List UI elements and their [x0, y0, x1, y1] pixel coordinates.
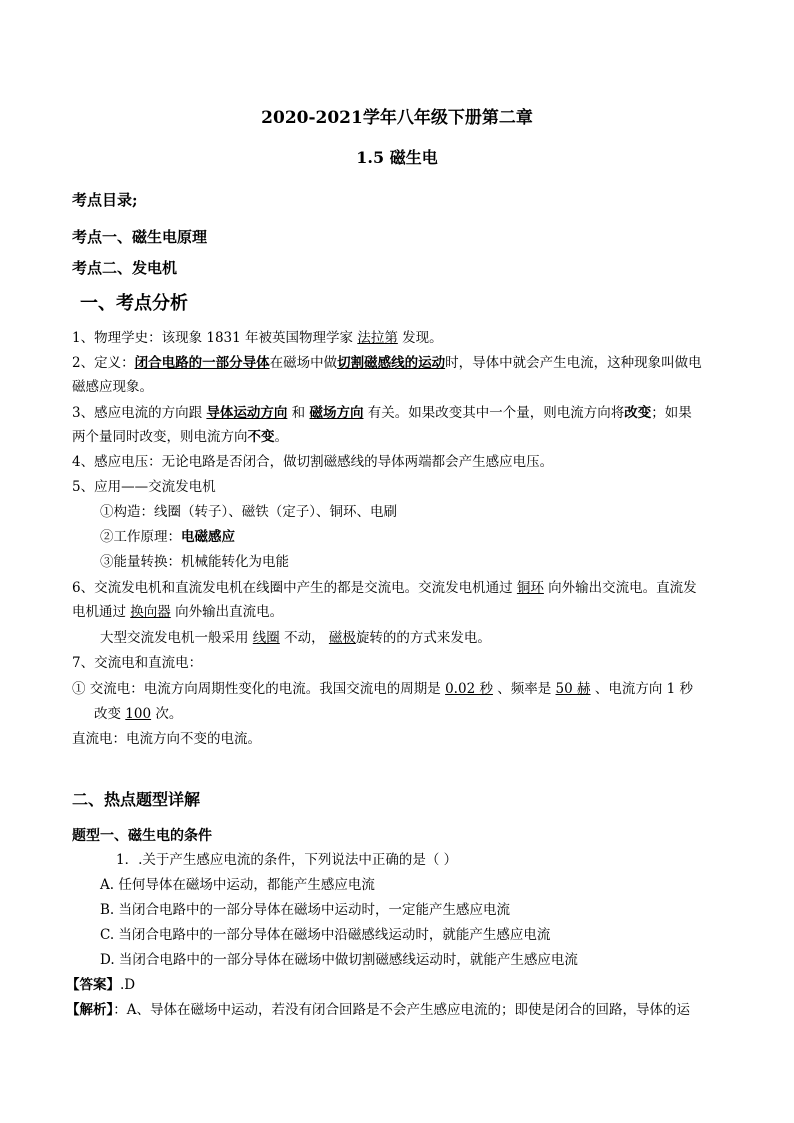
point-5: 5、应用——交流发电机	[72, 479, 216, 495]
point-7-ac-text-2: 、频率是	[492, 681, 556, 697]
point-3-blank-1: 导体运动方向	[206, 405, 288, 421]
point-7-dc: 直流电：电流方向不变的电流。	[72, 731, 261, 747]
point-7-ac-end: 次。	[151, 706, 183, 722]
point-1-blank: 法拉第	[357, 330, 398, 346]
point-3-bold-2: 不变	[247, 429, 275, 445]
option-a: A. 任何导体在磁场中运动，都能产生感应电流	[100, 877, 375, 893]
point-3-end: 。	[274, 429, 288, 445]
point-6-large-text-2: 不动，	[279, 630, 329, 646]
point-7: 7、交流电和直流电：	[72, 655, 203, 671]
analysis-text: ：A、导体在磁场中运动，若没有闭合回路是不会产生感应电流的；即使是闭合的回路，导体的运	[113, 1002, 690, 1018]
option-d: D. 当闭合电路中的一部分导体在磁场中做切割磁感线运动时，就能产生感应电流	[100, 952, 578, 968]
point-3-blank-2: 磁场方向	[309, 405, 364, 421]
answer-value: .D	[120, 977, 136, 993]
point-6-large-blank-2: 磁极	[328, 630, 356, 646]
point-6-text-3: 电机通过	[72, 604, 131, 620]
section1-heading: 一、考点分析	[80, 293, 188, 314]
point-1	[72, 328, 443, 348]
point-1-text: 1、物理学史：该现象 1831 年被英国物理学家	[72, 330, 358, 346]
point-7-ac-text-4: 改变	[94, 706, 126, 722]
option-c: C. 当闭合电路中的一部分导体在磁场中沿磁感线运动时，就能产生感应电流	[100, 927, 551, 943]
toc-heading: 考点目录;	[72, 191, 138, 209]
answer-line	[66, 975, 135, 995]
point-5-principle	[100, 527, 235, 547]
point-2-text-3: 时，导体中就会产生电流，这种现象叫做电	[445, 355, 702, 371]
point-3-text-2: 和	[287, 405, 310, 421]
section2-heading: 二、热点题型详解	[72, 790, 201, 809]
point-6-large-text: 大型交流发电机一般采用	[100, 630, 253, 646]
point-6-text-2: 向外输出交流电。直流发	[543, 580, 697, 596]
point-7-ac-blank-1: 0.02 秒	[445, 681, 493, 697]
point-3-text-5: 两个量同时改变，则电流方向	[72, 429, 248, 445]
point-6-text: 6、交流发电机和直流发电机在线圈中产生的都是交流电。交流发电机通过	[72, 580, 517, 596]
toc-item-2: 考点二、发电机	[72, 259, 178, 277]
point-7-ac-cont	[94, 704, 182, 724]
point-5-structure: ①构造：线圈（转子）、磁铁（定子）、铜环、电刷	[100, 504, 397, 520]
document-subtitle: 1.5 磁生电	[356, 148, 438, 167]
point-3	[72, 403, 692, 423]
point-2-blank-1: 闭合电路的一部分导体	[134, 355, 270, 371]
point-1-tail: 发现。	[397, 330, 443, 346]
point-2-text-2: 在磁场中做	[269, 355, 338, 371]
point-6-text-4: 向外输出直流电。	[170, 604, 284, 620]
point-6-large	[100, 628, 491, 648]
point-7-ac-text-3: 、电流方向 1 秒	[590, 681, 693, 697]
point-2	[72, 353, 702, 373]
point-6-blank-2: 换向器	[130, 604, 171, 620]
point-5-principle-value: 电磁感应	[181, 529, 235, 545]
document-title: 2020-2021学年八年级下册第二章	[261, 108, 533, 128]
point-6-blank-1: 铜环	[516, 580, 544, 596]
point-3-text-4: ；如果	[651, 405, 692, 421]
analysis-label: 【解析】	[66, 1002, 114, 1018]
point-7-ac-blank-2: 50 赫	[555, 681, 591, 697]
point-6	[72, 578, 697, 598]
toc-item-1: 考点一、磁生电原理	[72, 228, 208, 246]
point-2-blank-2: 切割磁感线的运动	[337, 355, 446, 371]
point-3-text-3: 有关。如果改变其中一个量，则电流方向将	[363, 405, 625, 421]
option-b: B. 当闭合电路中的一部分导体在磁场中运动时，一定能产生感应电流	[100, 902, 511, 918]
point-7-ac-text: ① 交流电：电流方向周期性变化的电流。我国交流电的周期是	[72, 681, 446, 697]
point-3-bold-1: 改变	[624, 405, 652, 421]
point-5-energy: ③能量转换：机械能转化为电能	[100, 554, 289, 570]
point-5-principle-label: ②工作原理：	[100, 529, 181, 545]
point-6-large-blank-1: 线圈	[252, 630, 280, 646]
point-6-large-text-3: 旋转的的方式来发电。	[355, 630, 491, 646]
point-7-ac-blank-3: 100	[125, 706, 152, 722]
question-type-1: 题型一、磁生电的条件	[72, 828, 212, 844]
point-4: 4、感应电压：无论电路是否闭合，做切割磁感线的导体两端都会产生感应电压。	[72, 454, 554, 470]
point-6-cont	[72, 602, 283, 622]
answer-label: 【答案】	[66, 977, 120, 993]
point-3-text: 3、感应电流的方向跟	[72, 405, 207, 421]
point-2-cont: 磁感应现象。	[72, 379, 153, 395]
analysis-line	[66, 1000, 690, 1020]
point-2-text: 2、定义：	[72, 355, 135, 371]
question-1: 1．.关于产生感应电流的条件，下列说法中正确的是（ ）	[116, 852, 458, 868]
point-3-cont	[72, 427, 288, 447]
point-7-ac	[72, 679, 693, 699]
